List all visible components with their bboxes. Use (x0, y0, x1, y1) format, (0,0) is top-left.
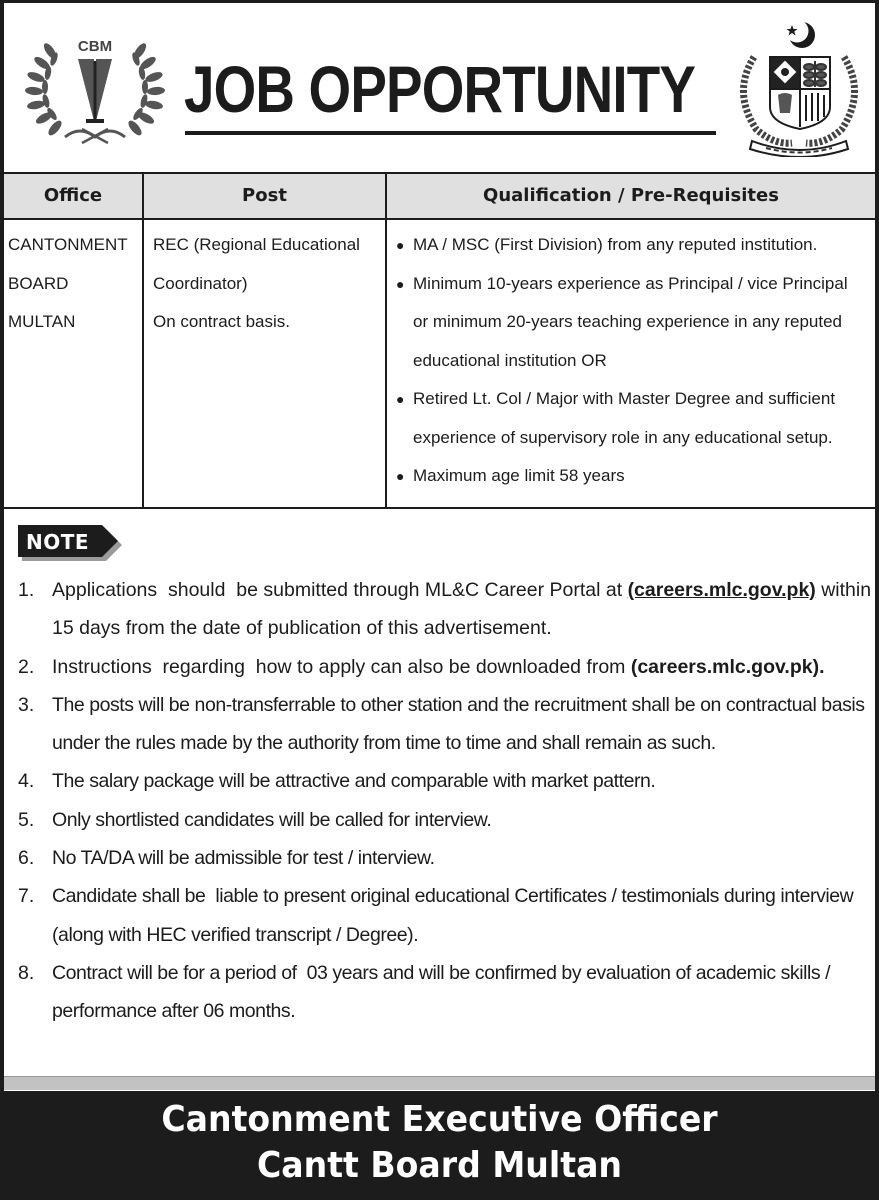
footer-divider-strip (4, 1076, 875, 1090)
footer (0, 1091, 879, 1200)
note-item: 5. Only shortlisted candidates will be called for interview. (18, 808, 492, 831)
svg-text:CBM: CBM (77, 38, 113, 55)
laurel-left-icon (25, 41, 64, 137)
column-header-office: Office (43, 185, 103, 206)
note-item: 4. The salary package will be attractive and comparable with market pattern. (18, 770, 656, 793)
column-header-qualification: Qualification / Pre-Requisites (483, 185, 779, 206)
table-header-row (4, 174, 875, 220)
column-divider (142, 174, 144, 509)
note-item: 8. Contract will be for a period of 03 years and will be confirmed by evaluation of academic skills / performance after 06 months. (18, 961, 836, 1023)
office-line: MULTAN (8, 312, 76, 331)
note-label: NOTE (26, 530, 90, 554)
qualification-item: ● Minimum 10-years experience as Principal / vice Principal or minimum 20-years teaching experience in any reputed educational institution OR (392, 265, 872, 381)
office-line: BOARD (8, 273, 69, 293)
qualification-item: ● Maximum age limit 58 years (392, 457, 872, 496)
note-item: 2. Instructions regarding how to apply can also be downloaded from (careers.mlc.gov.pk). (18, 655, 825, 678)
post-line: On contract basis. (153, 312, 291, 331)
note-item: 3. The posts will be non-transferrable to other station and the recruitment shall be on contractual basis under the rules made by the authority from time to time and shall remain as such. (18, 693, 865, 755)
bullet-icon: ● (396, 468, 405, 484)
bullet-icon: ● (396, 391, 405, 407)
office-line: CANTONMENT (8, 235, 128, 254)
column-header-post: Post (242, 185, 287, 206)
footer-subtitle: Cantt Board Multan (256, 1145, 623, 1186)
post-cell (153, 226, 385, 342)
page-title: JOB OPPORTUNITY (184, 52, 696, 126)
footer-title: Cantonment Executive Officer (161, 1099, 718, 1140)
government-emblem-icon (726, 17, 872, 157)
bullet-icon: ● (396, 237, 405, 253)
careers-portal-link[interactable]: (careers.mlc.gov.pk) (627, 579, 816, 601)
column-divider (385, 174, 387, 509)
note-item: 1. Applications should be submitted through ML&C Career Portal at (careers.mlc.gov.pk) within 15 days from the date of publication of this advertisement. (18, 579, 872, 640)
office-cell (8, 226, 142, 342)
laurel-right-icon (126, 41, 165, 137)
cbm-logo (20, 29, 170, 149)
careers-portal-link[interactable]: (careers.mlc.gov.pk). (630, 655, 825, 678)
qualification-cell (392, 226, 872, 496)
notes-list (18, 571, 874, 1031)
qualification-item: ● MA / MSC (First Division) from any reputed institution. (392, 226, 872, 265)
qualification-item: ● Retired Lt. Col / Major with Master Degree and sufficient experience of supervisory role in any educational setup. (392, 380, 872, 457)
post-line: REC (Regional Educational (153, 235, 360, 254)
post-line: Coordinator) (153, 273, 248, 293)
job-table (4, 172, 875, 509)
note-item: 7. Candidate shall be liable to present original educational Certificates / testimonials during interview (along with HEC verified transcript / Degree). (18, 885, 859, 946)
header (4, 3, 875, 173)
title-underline (185, 131, 716, 135)
note-item: 6. No TA/DA will be admissible for test / interview. (18, 847, 435, 870)
bullet-icon: ● (396, 275, 405, 292)
